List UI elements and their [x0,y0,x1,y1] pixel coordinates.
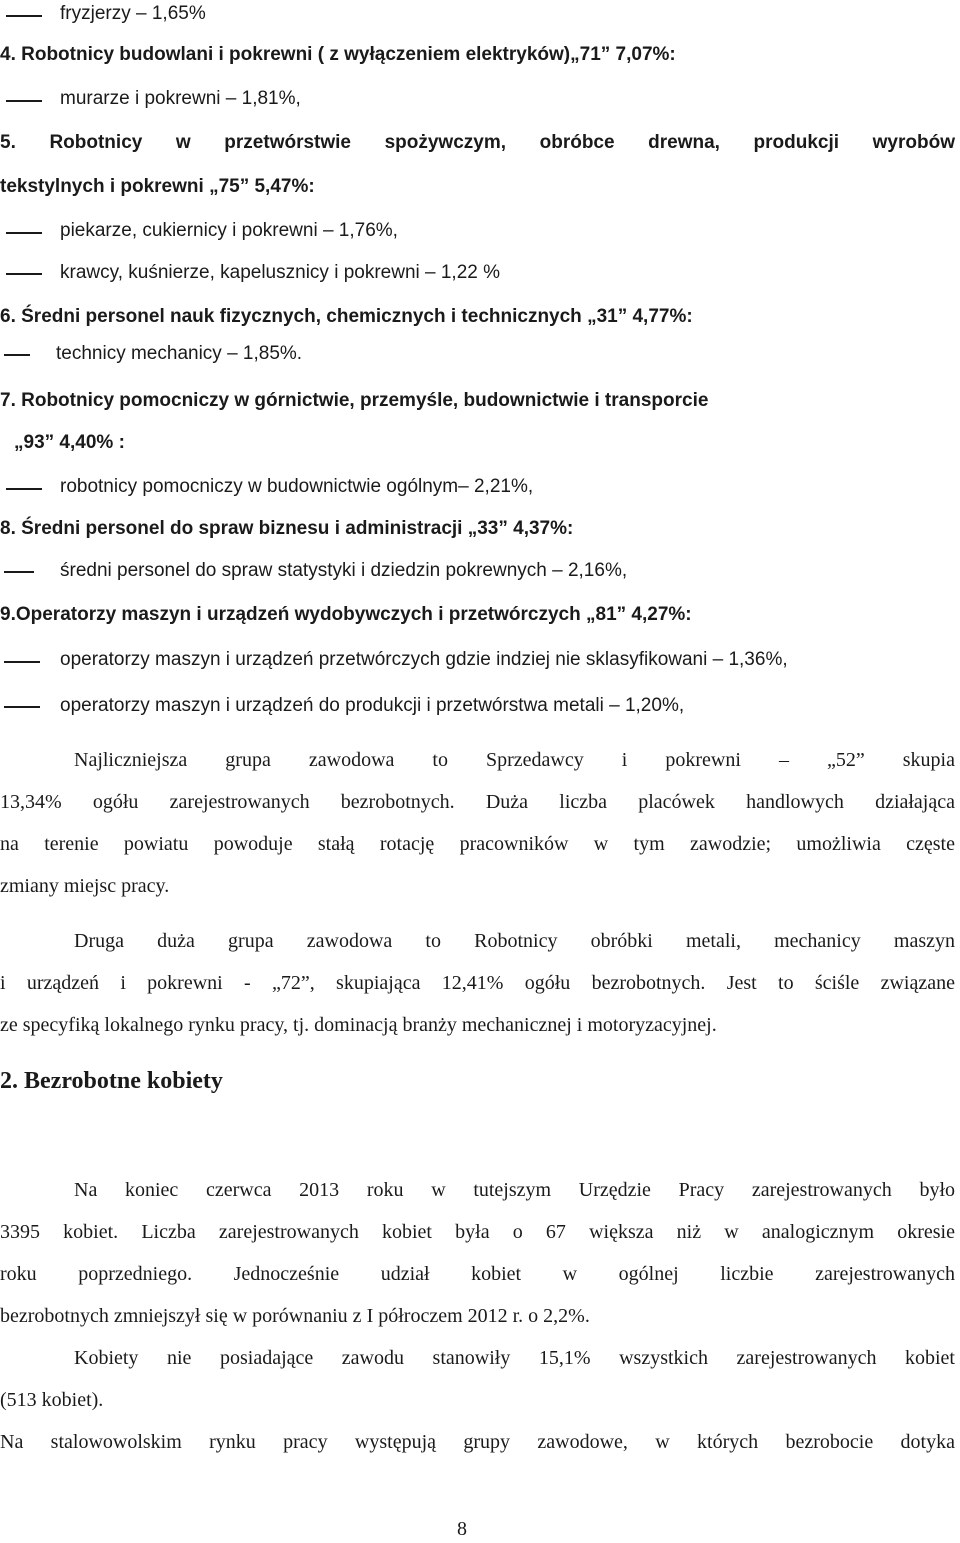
list-dash [4,661,40,663]
list-dash [6,232,42,234]
paragraph-line: roku poprzedniego. Jednocześnie udział kobiet w ogólnej liczbie zarejestrowanych [0,1263,955,1285]
paragraph-line: 13,34% ogółu zarejestrowanych bezrobotnych. Duża liczba placówek handlowych działająca [0,791,955,813]
list-heading: 9.Operatorzy maszyn i urządzeń wydobywczych i przetwórczych „81” 4,27%: [0,604,692,625]
list-item: operatorzy maszyn i urządzeń przetwórczych gdzie indziej nie sklasyfikowani – 1,36%, [60,649,788,670]
list-dash [4,571,34,573]
paragraph-line: zmiany miejsc pracy. [0,875,170,897]
list-heading: 7. Robotnicy pomocniczy w górnictwie, przemyśle, budownictwie i transporcie [0,390,709,411]
list-heading: 8. Średni personel do spraw biznesu i administracji „33” 4,37%: [0,518,574,539]
paragraph-line: Kobiety nie posiadające zawodu stanowiły 15,1% wszystkich zarejestrowanych kobiet [74,1347,955,1369]
paragraph-line: 3395 kobiet. Liczba zarejestrowanych kobiet była o 67 większa niż w analogicznym okresie [0,1221,955,1243]
list-item: technicy mechanicy – 1,85%. [56,343,303,364]
list-heading: 6. Średni personel nauk fizycznych, chemicznych i technicznych „31” 4,77%: [0,306,693,327]
list-heading-cont: „93” 4,40% : [14,432,125,453]
list-dash [6,100,42,102]
list-dash [6,15,42,17]
list-item: krawcy, kuśnierze, kapelusznicy i pokrewni – 1,22 % [60,262,501,283]
paragraph-line: Na stalowowolskim rynku pracy występują grupy zawodowe, w których bezrobocie dotyka [0,1431,955,1453]
list-item: operatorzy maszyn i urządzeń do produkcji i przetwórstwa metali – 1,20%, [60,695,685,716]
list-dash [4,354,30,356]
list-dash [4,706,40,708]
list-item: fryzjerzy – 1,65% [60,3,206,24]
paragraph-line: na terenie powiatu powoduje stałą rotację pracowników w tym zawodzie; umożliwia częste [0,833,955,855]
list-dash [6,488,42,490]
list-dash [6,273,42,275]
paragraph-line: i urządzeń i pokrewni - „72”, skupiająca 12,41% ogółu bezrobotnych. Jest to ściśle związane [0,972,955,994]
page-number: 8 [457,1518,467,1540]
list-heading: 5. Robotnicy w przetwórstwie spożywczym, obróbce drewna, produkcji wyrobów [0,132,955,153]
paragraph-line: Najliczniejsza grupa zawodowa to Sprzedawcy i pokrewni – „52” skupia [74,749,955,771]
paragraph-line: Druga duża grupa zawodowa to Robotnicy obróbki metali, mechanicy maszyn [74,930,955,952]
list-item: murarze i pokrewni – 1,81%, [60,88,301,109]
list-item: robotnicy pomocniczy w budownictwie ogólnym– 2,21%, [60,476,534,497]
paragraph-line: bezrobotnych zmniejszył się w porównaniu z I półroczem 2012 r. o 2,2%. [0,1305,590,1327]
list-heading: 4. Robotnicy budowlani i pokrewni ( z wyłączeniem elektryków)„71” 7,07%: [0,44,676,65]
section-heading: 2. Bezrobotne kobiety [0,1068,223,1094]
paragraph-line: Na koniec czerwca 2013 roku w tutejszym Urzędzie Pracy zarejestrowanych było [74,1179,955,1201]
paragraph-line: (513 kobiet). [0,1389,104,1411]
list-item: średni personel do spraw statystyki i dziedzin pokrewnych – 2,16%, [60,560,628,581]
list-heading-cont: tekstylnych i pokrewni „75” 5,47%: [0,176,315,197]
list-item: piekarze, cukiernicy i pokrewni – 1,76%, [60,220,398,241]
paragraph-line: ze specyfiką lokalnego rynku pracy, tj. dominacją branży mechanicznej i motoryzacyjnej. [0,1014,717,1036]
